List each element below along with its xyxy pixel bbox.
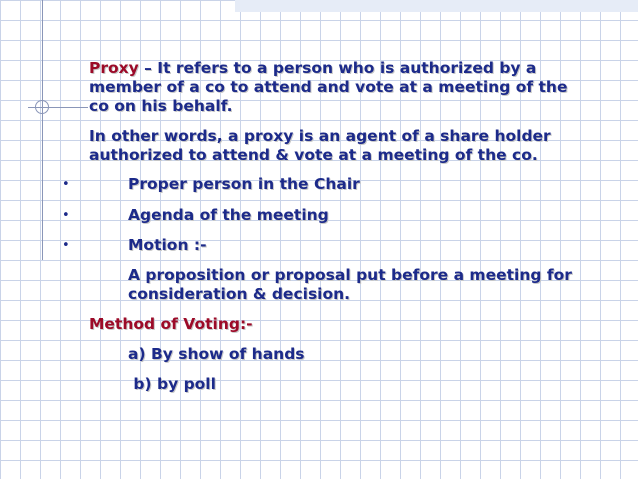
motion-definition-line-1: A proposition or proposal put before a meeting for	[128, 266, 572, 284]
bullet-marker-1: •	[62, 177, 70, 192]
bullet-chair: Proper person in the Chair	[128, 175, 360, 193]
bullet-marker-2: •	[62, 208, 70, 223]
proxy-line-3: co on his behalf.	[89, 97, 233, 115]
margin-circle-ornament	[35, 100, 49, 114]
voting-option-show-of-hands: a) By show of hands	[128, 345, 305, 363]
proxy-term: Proxy	[89, 59, 139, 77]
motion-definition-line-2: consideration & decision.	[128, 285, 351, 303]
proxy-line-1	[89, 59, 536, 78]
voting-heading: Method of Voting:-	[89, 315, 253, 333]
other-words-line-1: In other words, a proxy is an agent of a share holder	[89, 127, 551, 145]
other-words-line-2: authorized to attend & vote at a meeting of the co.	[89, 146, 538, 164]
bullet-marker-3: •	[62, 238, 70, 253]
top-band	[235, 0, 638, 12]
bullet-agenda: Agenda of the meeting	[128, 206, 329, 224]
voting-option-poll: b) by poll	[128, 375, 216, 393]
proxy-definition-start: – It refers to a person who is authorized by a	[138, 59, 537, 77]
margin-line-vertical	[42, 0, 43, 260]
proxy-line-2: member of a co to attend and vote at a meeting of the	[89, 78, 568, 96]
bullet-motion: Motion :-	[128, 236, 207, 254]
